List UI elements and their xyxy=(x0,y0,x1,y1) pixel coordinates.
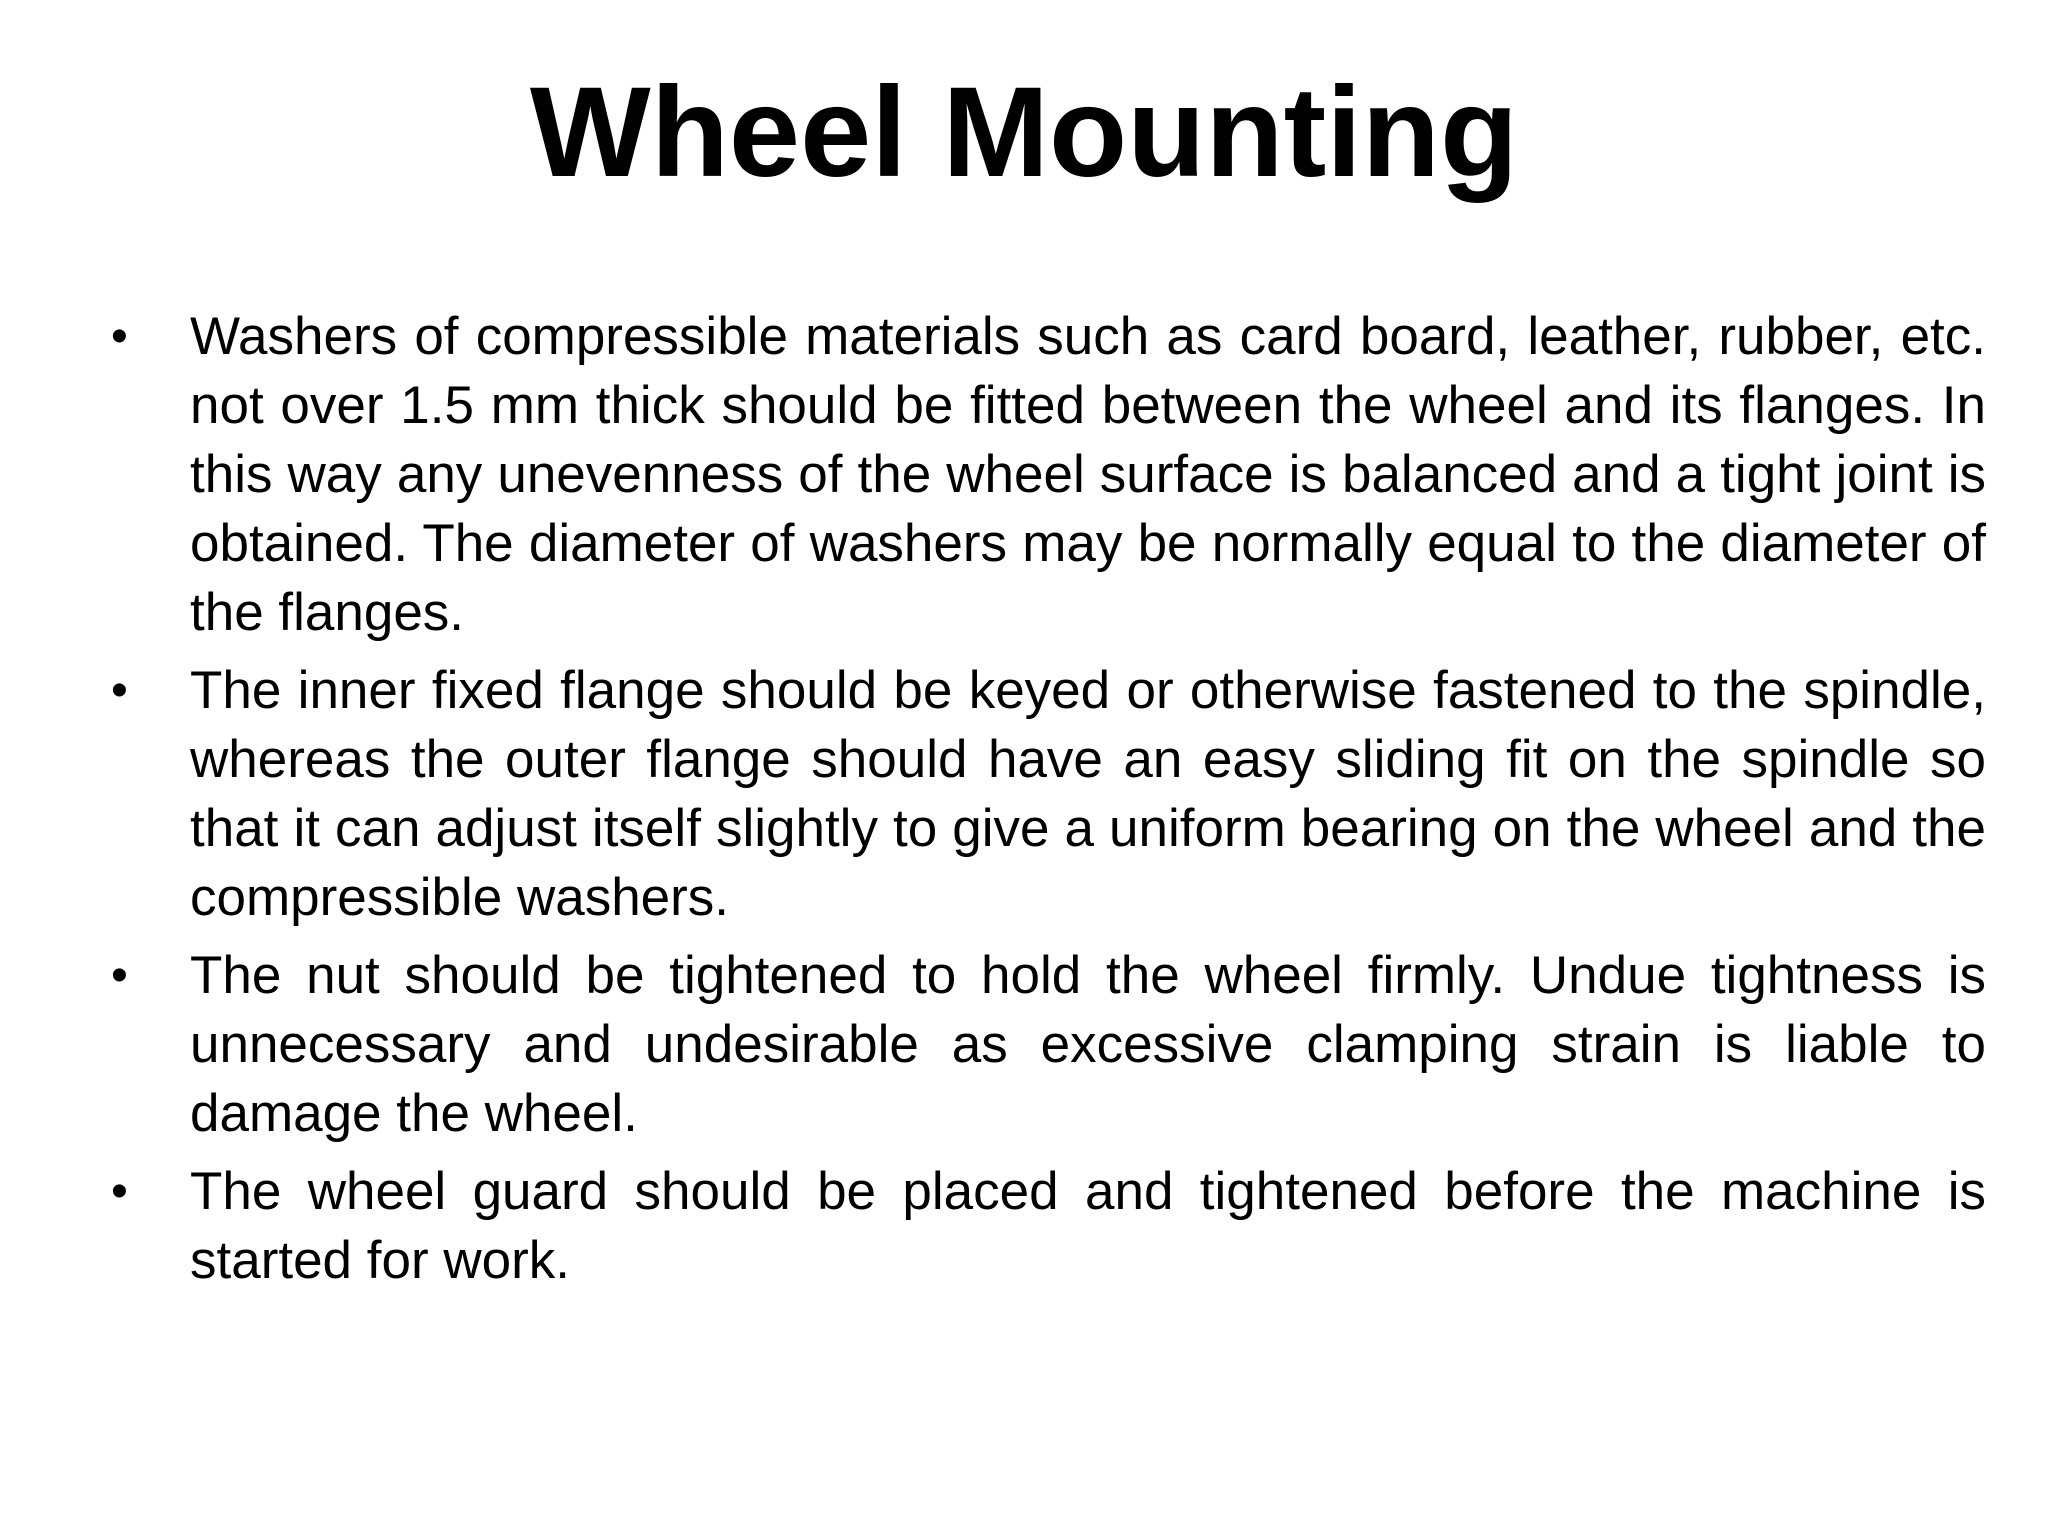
bullet-text: The wheel guard should be placed and tightened before the machine is started for work. xyxy=(190,1162,1986,1290)
bullet-item-inner-flange xyxy=(106,656,1986,932)
bullet-icon: • xyxy=(111,664,128,717)
bullet-item-nut xyxy=(106,941,1986,1148)
bullet-item-wheel-guard xyxy=(106,1157,1986,1295)
bullet-text: The nut should be tightened to hold the wheel firmly. Undue tightness is unnecessary and undesirable as excessive clamping strain is liable to damage the wheel. xyxy=(190,946,1986,1143)
bullet-text: The inner fixed flange should be keyed or otherwise fastened to the spindle, whereas the outer flange should have an easy sliding fit on the spindle so that it can adjust itself slightly to give a uniform bearing on the wheel and the compressible washers. xyxy=(190,661,1986,927)
bullet-item-washers xyxy=(106,302,1986,647)
bullet-text: Washers of compressible materials such as card board, leather, rubber, etc. not over 1.5 mm thick should be fitted between the wheel and its flanges. In this way any unevenness of the wheel surface is balanced and a tight joint is obtained. The diameter of washers may be normally equal to the diameter of the flanges. xyxy=(190,307,1986,642)
bullet-icon: • xyxy=(111,1165,128,1218)
bullet-icon: • xyxy=(111,949,128,1002)
bullet-list xyxy=(106,302,1986,1304)
bullet-icon: • xyxy=(111,310,128,363)
slide-title: Wheel Mounting xyxy=(529,61,1519,204)
